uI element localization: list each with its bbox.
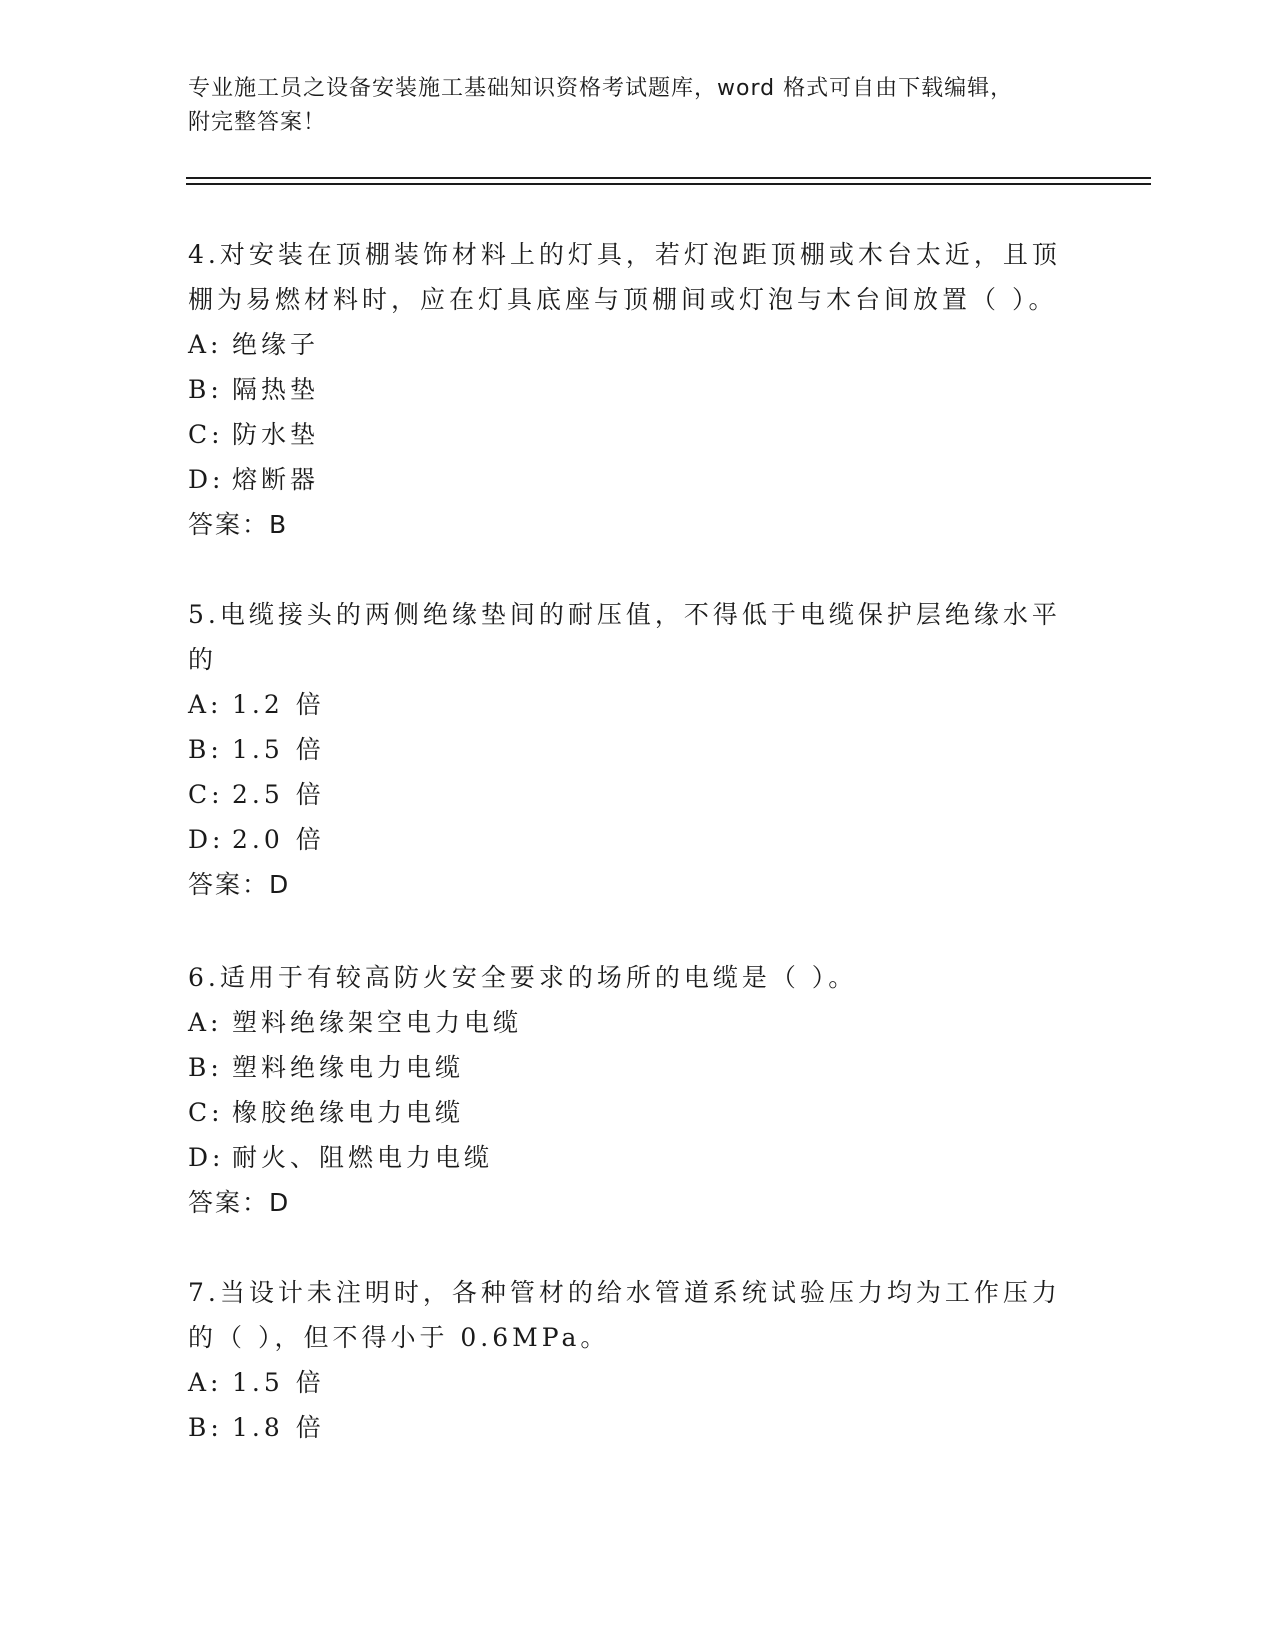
option-c	[188, 772, 1068, 817]
answer-line: 答案：B	[188, 510, 289, 539]
question-stem: 7.当设计未注明时，各种管材的给水管道系统试验压力均为工作压力的（ ），但不得小于 0.6MPa。	[188, 1278, 1061, 1352]
header-divider-top	[186, 177, 1151, 179]
question-6	[188, 955, 1068, 1226]
option-text: 橡胶绝缘电力电缆	[232, 1098, 465, 1127]
option-a	[188, 1000, 1068, 1045]
option-text: 塑料绝缘电力电缆	[232, 1053, 465, 1082]
option-letter: B:	[188, 1413, 223, 1442]
option-letter: D:	[188, 825, 225, 854]
header-line-1: 专业施工员之设备安装施工基础知识资格考试题库，word 格式可自由下载编辑，	[188, 76, 1014, 101]
document-header	[188, 72, 1088, 140]
option-text: 耐火、阻燃电力电缆	[232, 1143, 494, 1172]
answer-line: 答案：D	[188, 1188, 291, 1217]
option-a	[188, 322, 1068, 367]
option-letter: C:	[188, 1098, 224, 1127]
question-stem: 4.对安装在顶棚装饰材料上的灯具，若灯泡距顶棚或木台太近，且顶棚为易燃材料时，应在灯具底座与顶棚间或灯泡与木台间放置（ ）。	[188, 240, 1061, 314]
question-4	[188, 232, 1068, 548]
option-b	[188, 1405, 1068, 1450]
option-text: 2.5 倍	[232, 780, 325, 809]
option-text: 1.2 倍	[232, 690, 325, 719]
question-5	[188, 592, 1068, 908]
question-stem: 6.适用于有较高防火安全要求的场所的电缆是（ ）。	[188, 963, 858, 992]
option-text: 1.8 倍	[232, 1413, 325, 1442]
option-d	[188, 817, 1068, 862]
option-letter: A:	[188, 1368, 223, 1397]
option-b	[188, 727, 1068, 772]
option-d	[188, 1135, 1068, 1180]
question-stem: 5.电缆接头的两侧绝缘垫间的耐压值，不得低于电缆保护层绝缘水平的	[188, 600, 1061, 674]
option-letter: C:	[188, 420, 224, 449]
option-text: 隔热垫	[232, 375, 320, 404]
answer-line: 答案：D	[188, 870, 291, 899]
option-text: 塑料绝缘架空电力电缆	[232, 1008, 523, 1037]
option-text: 1.5 倍	[232, 735, 325, 764]
option-text: 熔断器	[232, 465, 320, 494]
option-letter: B:	[188, 375, 223, 404]
option-c	[188, 1090, 1068, 1135]
option-text: 2.0 倍	[232, 825, 325, 854]
question-7	[188, 1270, 1068, 1450]
option-a	[188, 1360, 1068, 1405]
option-letter: D:	[188, 465, 225, 494]
option-letter: C:	[188, 780, 224, 809]
option-letter: B:	[188, 735, 223, 764]
option-text: 防水垫	[232, 420, 320, 449]
option-d	[188, 457, 1068, 502]
option-letter: B:	[188, 1053, 223, 1082]
header-divider-bottom	[186, 183, 1151, 185]
option-c	[188, 412, 1068, 457]
option-text: 1.5 倍	[232, 1368, 325, 1397]
option-letter: A:	[188, 690, 223, 719]
option-letter: D:	[188, 1143, 225, 1172]
option-letter: A:	[188, 1008, 223, 1037]
option-a	[188, 682, 1068, 727]
option-b	[188, 367, 1068, 412]
option-b	[188, 1045, 1068, 1090]
option-text: 绝缘子	[232, 330, 320, 359]
header-line-2: 附完整答案！	[188, 110, 327, 135]
option-letter: A:	[188, 330, 223, 359]
